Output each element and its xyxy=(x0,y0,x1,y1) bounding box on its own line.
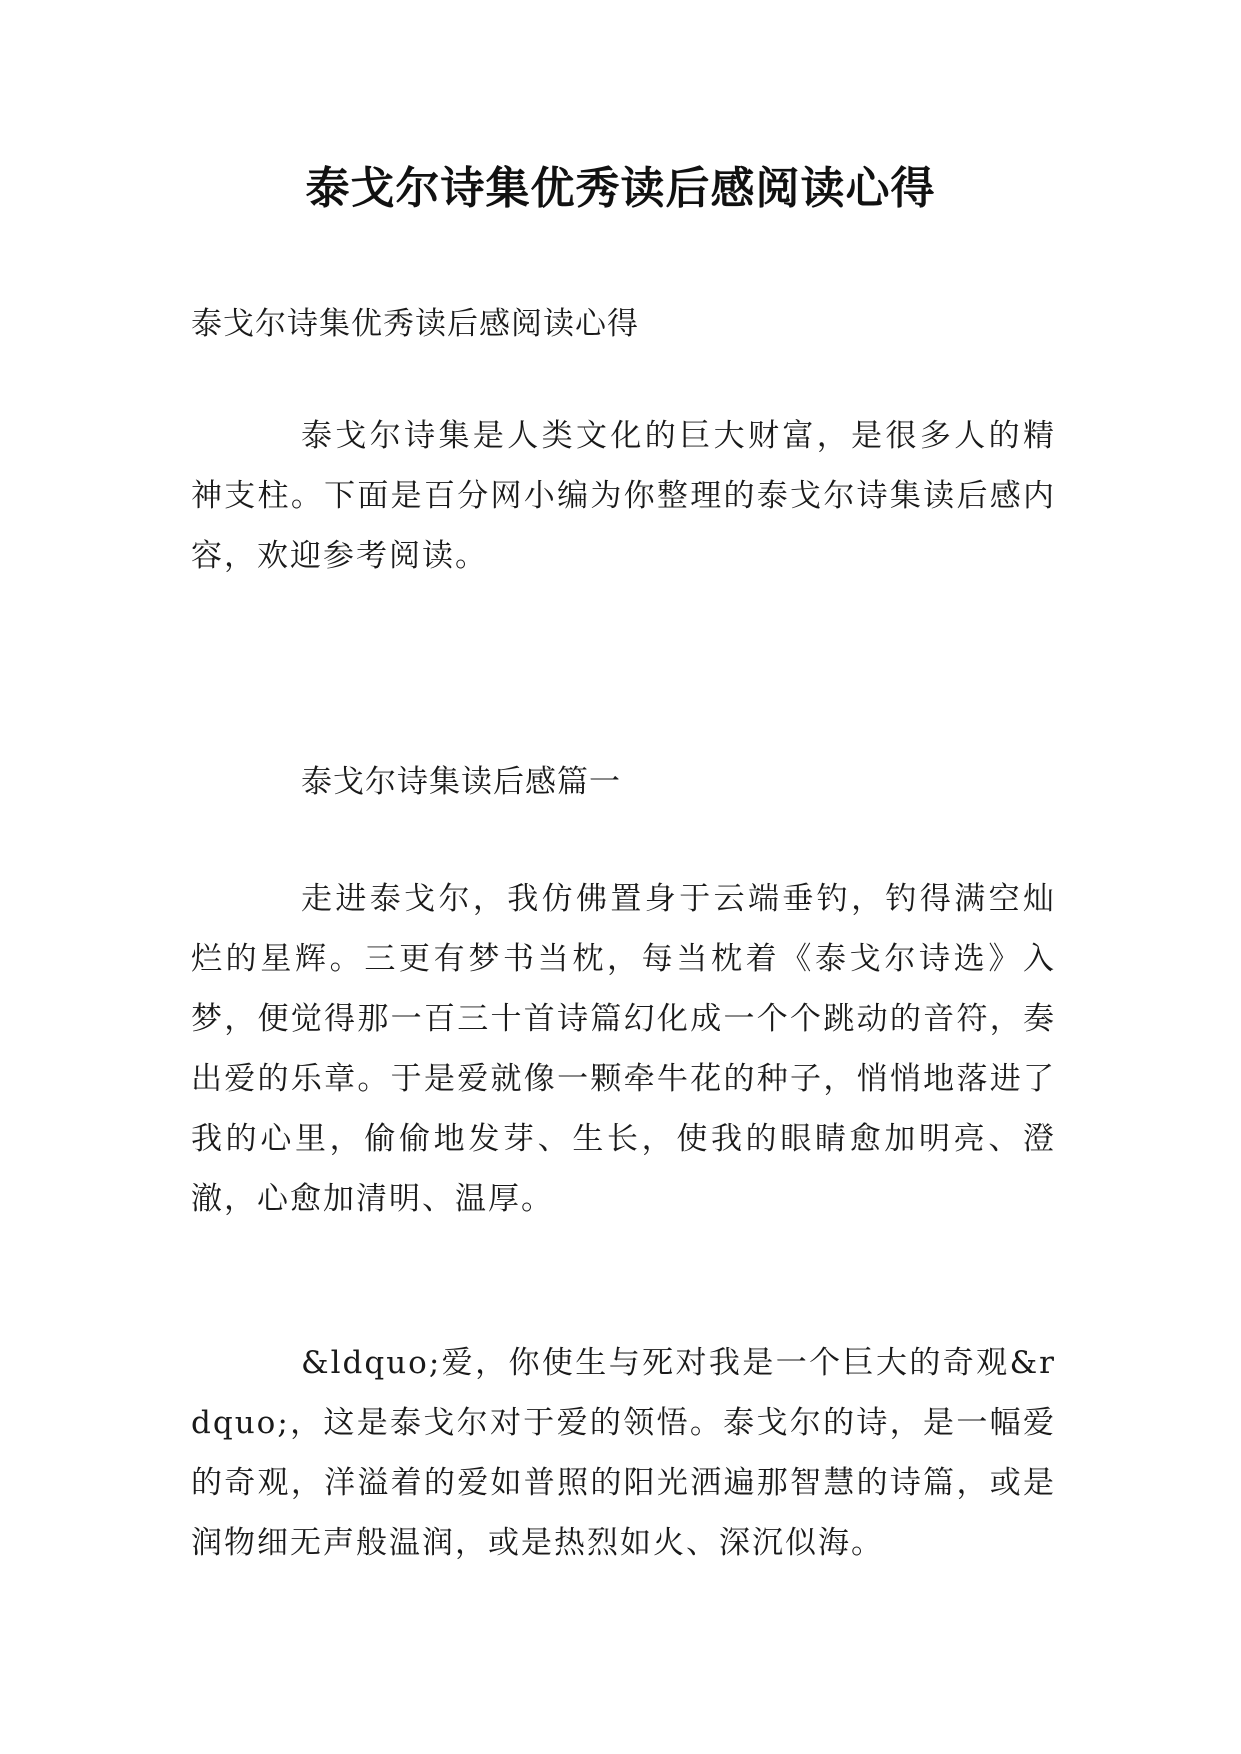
section-heading: 泰戈尔诗集读后感篇一 xyxy=(301,764,621,800)
body-paragraph-2: &ldquo;爱，你使生与死对我是一个巨大的奇观&rdquo;，这是泰戈尔对于爱的领悟。泰戈尔的诗，是一幅爱的奇观，洋溢着的爱如普照的阳光洒遍那智慧的诗篇，或是润物细无声般温润，或是热烈如火、深沉似海。 xyxy=(191,1345,1056,1561)
body-paragraph-1: 走进泰戈尔，我仿佛置身于云端垂钓，钓得满空灿烂的星辉。三更有梦书当枕，每当枕着《泰戈尔诗选》入梦，便觉得那一百三十首诗篇幻化成一个个跳动的音符，奏出爱的乐章。于是爱就像一颗牵牛花的种子，悄悄地落进了我的心里，偷偷地发芽、生长，使我的眼睛愈加明亮、澄澈，心愈加清明、温厚。 xyxy=(191,881,1056,1217)
document-subtitle: 泰戈尔诗集优秀读后感阅读心得 xyxy=(191,306,639,342)
intro-paragraph: 泰戈尔诗集是人类文化的巨大财富，是很多人的精神支柱。下面是百分网小编为你整理的泰戈尔诗集读后感内容，欢迎参考阅读。 xyxy=(191,418,1056,574)
document-title: 泰戈尔诗集优秀读后感阅读心得 xyxy=(305,163,936,214)
